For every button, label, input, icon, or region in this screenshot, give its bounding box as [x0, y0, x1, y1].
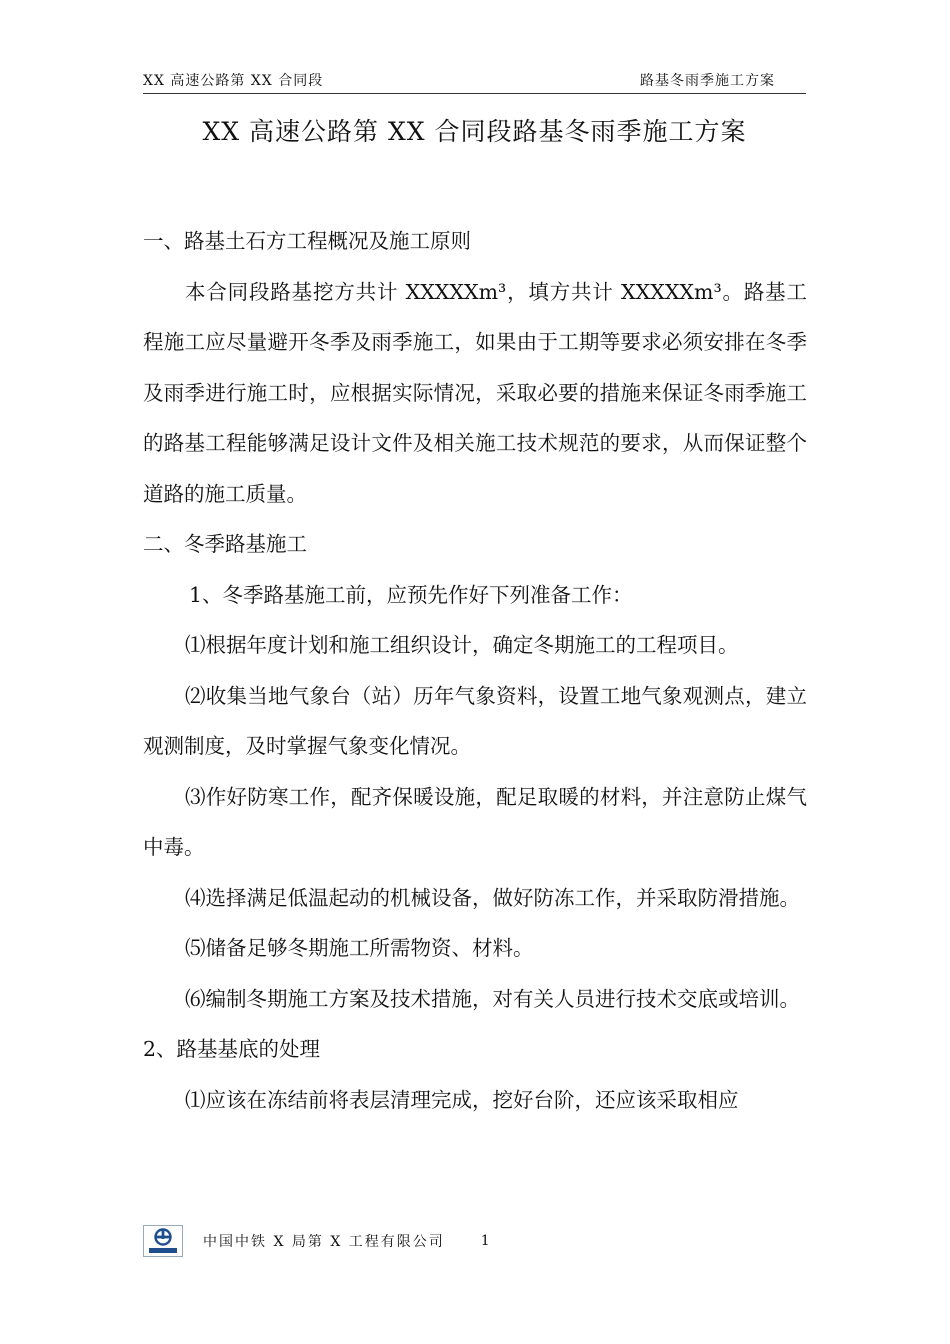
page-footer — [143, 1224, 490, 1258]
list-item: ⑶作好防寒工作，配齐保暖设施，配足取暖的材料，并注意防止煤气中毒。 — [143, 784, 807, 859]
header-divider — [143, 93, 806, 94]
header-left-text: XX 高速公路第 XX 合同段 — [143, 73, 324, 89]
page-number: 1 — [480, 1233, 490, 1249]
list-item: ⑵收集当地气象台（站）历年气象资料，设置工地气象观测点，建立观测制度，及时掌握气象变化情况。 — [143, 683, 807, 758]
list-item: ⑴根据年度计划和施工组织设计，确定冬期施工的工程项目。 — [185, 633, 739, 657]
list-item: ⑷选择满足低温起动的机械设备，做好防冻工作，并采取防滑措施。 — [185, 885, 800, 910]
paragraph: 本合同段路基挖方共计 XXXXXm³，填方共计 XXXXXm³。路基工程施工应尽量避开冬季及雨季施工，如果由于工期等要求必须安排在冬季及雨季进行施工时，应根据实际情况，采取必要的措施来保证冬雨季施工的路基工程能够满足设计文件及相关施工技术规范的要求，从而保证整个道路的施工质量。 — [143, 279, 807, 506]
list-item: ⑸储备足够冬期施工所需物资、材料。 — [185, 936, 534, 960]
footer-company-name: 中国中铁 X 局第 X 工程有限公司 — [203, 1234, 445, 1250]
section-heading: 二、冬季路基施工 — [143, 532, 307, 556]
section-heading: 一、路基土石方工程概况及施工原则 — [143, 229, 471, 253]
document-body — [143, 216, 807, 1125]
document-title: XX 高速公路第 XX 合同段路基冬雨季施工方案 — [202, 117, 747, 146]
subsection-heading: 2、路基基底的处理 — [143, 1037, 321, 1061]
subsection-heading: 1、冬季路基施工前，应预先作好下列准备工作： — [189, 582, 633, 607]
list-item: ⑴应该在冻结前将表层清理完成，挖好台阶，还应该采取相应 — [185, 1087, 739, 1112]
header-right-text: 路基冬雨季施工方案 — [640, 73, 775, 89]
list-item: ⑹编制冬期施工方案及技术措施，对有关人员进行技术交底或培训。 — [185, 986, 800, 1011]
china-railway-logo-icon — [143, 1225, 183, 1257]
